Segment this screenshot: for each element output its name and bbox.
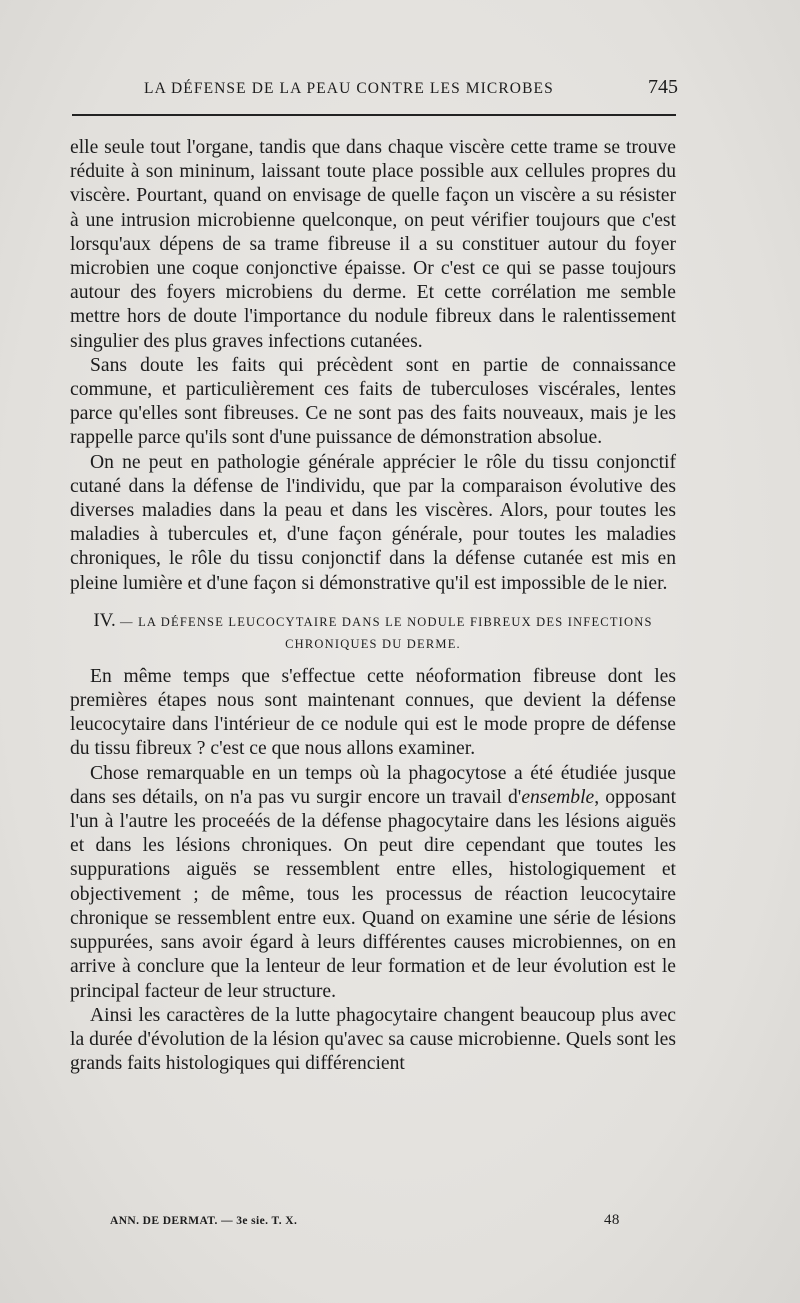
paragraph-5-italic: ensemble [521, 786, 595, 808]
section-heading [70, 610, 676, 655]
page-number: 745 [648, 76, 678, 98]
page-header [68, 76, 680, 108]
page-footer [110, 1212, 630, 1232]
paragraph-5 [70, 762, 676, 1004]
paragraph-3: On ne peut en pathologie générale apprécier le rôle du tissu conjonctif cutané dans la défense de l'individu, que par la comparaison évolutive des diverses maladies dans la peau et dans les viscères. Alors, pour toutes les maladies à tubercules et, d'une façon générale, pour toutes les maladies chroniques, le rôle du tissu conjonctif dans la défense cutanée est mis en pleine lumière et d'une façon si démonstrative qu'il est impossible de le nier. [70, 451, 676, 594]
paragraph-1: elle seule tout l'organe, tandis que dans chaque viscère cette trame se trouve réduite à son mininum, laissant toute place possible aux cellules propres du viscère. Pourtant, quand on envisage de quelle façon un viscère a su résister à une intrusion microbienne quelconque, on peut vérifier toujours que c'est lorsqu'aux dépens de sa trame fibreuse il a su constituer autour du foyer microbien une coque conjonctive épaisse. Or c'est ce qui se passe toujours autour des foyers microbiens du derme. Et cette corrélation me semble mettre hors de doute l'importance du nodule fibreux dans le ralentissement singulier des plus graves infections cutanées. [70, 137, 676, 352]
paragraph-5-start: Chose remarquable en un temps où la phagocytose a été étudiée jusque dans ses détails, on n'a pas vu surgir encore un travail d' [70, 762, 676, 808]
paragraph-5-end: , opposant l'un à l'autre les proceéés de la défense phagocytaire dans les lésions aiguës et dans les lésions chroniques. On peut dire cependant que toutes les suppurations aiguës se ressemblent entre elles, histologiquement et objectivement ; de même, tous les processus de réaction leucocytaire chronique se ressemblent entre eux. Quand on examine une série de lésions suppurées, sans avoir égard à leurs différentes causes microbiennes, on en arrive à conclure que la lenteur de leur formation et de leur évolution est le principal facteur de leur structure. [70, 786, 677, 1002]
paragraph-4: En même temps que s'effectue cette néoformation fibreuse dont les premières étapes nous sont maintenant connues, que devient la défense leucocytaire dans l'intérieur de ce nodule qui est le mode propre de défense du tissu fibreux ? c'est ce que nous allons examiner. [70, 665, 676, 760]
section-title: — LA DÉFENSE LEUCOCYTAIRE DANS LE NODULE FIBREUX DES INFECTIONS CHRONIQUES DU DERME. [120, 614, 653, 651]
section-number: IV. [93, 609, 116, 631]
paragraph-6: Ainsi les caractères de la lutte phagocytaire changent beaucoup plus avec la durée d'évolution de la lésion qu'avec sa cause microbienne. Quels sont les grands faits histologiques qui différencient [70, 1004, 676, 1075]
paragraph-2: Sans doute les faits qui précèdent sont en partie de connaissance commune, et particulièrement ces faits de tuberculoses viscérales, lentes parce qu'elles sont fibreuses. Ce ne sont pas des faits nouveaux, mais je les rappelle parce qu'ils sont d'une puissance de démonstration absolue. [70, 354, 676, 449]
running-title: LA DÉFENSE DE LA PEAU CONTRE LES MICROBES [144, 80, 554, 97]
signature-mark: 48 [604, 1212, 620, 1228]
journal-reference: ANN. DE DERMAT. — 3e sie. T. X. [110, 1215, 298, 1227]
body-text [70, 136, 676, 1076]
header-rule [72, 114, 676, 116]
